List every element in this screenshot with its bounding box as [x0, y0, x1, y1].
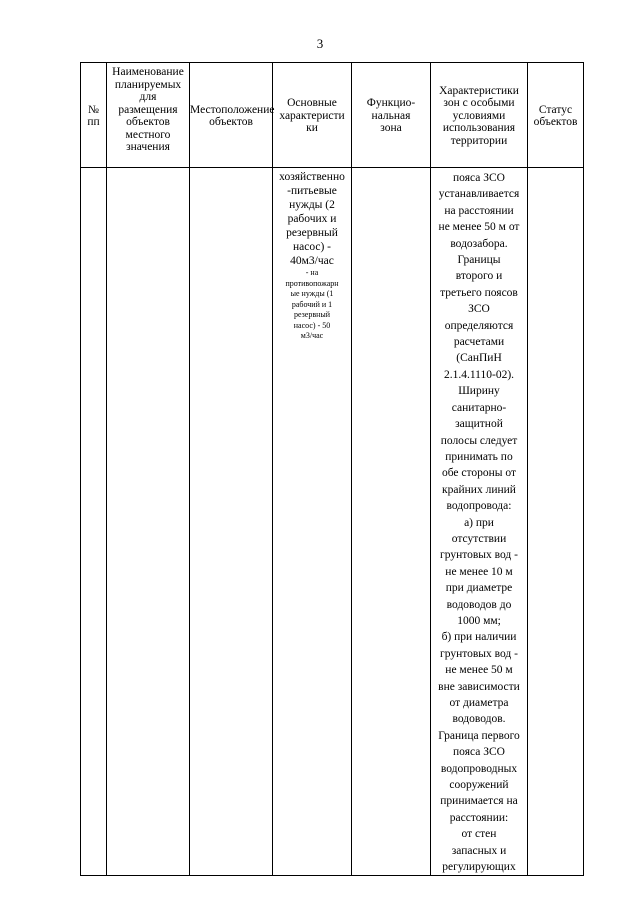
cell-status	[528, 168, 584, 876]
planned-objects-table	[80, 62, 584, 876]
cell-characteristics	[273, 168, 352, 876]
cell-number	[81, 168, 107, 876]
cell-object-name	[107, 168, 190, 876]
page-number: 3	[316, 36, 324, 51]
header-number: № пп	[81, 63, 107, 168]
table-row	[81, 168, 584, 876]
characteristics-small-text: - на противопожарн ые нужды (1 рабочий и 1 резервный насос) - 50 м3/час	[285, 268, 339, 340]
cell-functional-zone	[352, 168, 431, 876]
table-header-row	[81, 63, 584, 168]
characteristics-main-text: хозяйственно -питьевые нужды (2 рабочих и резервный насос) - 40м3/час	[279, 171, 345, 267]
header-status: Статус объектов	[528, 63, 584, 168]
header-characteristics: Основные характеристи ки	[273, 63, 352, 168]
header-location: Местоположение объектов	[190, 63, 273, 168]
header-functional-zone: Функцио- нальная зона	[352, 63, 431, 168]
cell-special-zones: пояса ЗСО устанавливается на расстоянии не менее 50 м от водозабора. Границы второго и третьего поясов ЗСО определяются расчетами (СанПиН 2.1.4.1110-02). Ширину санитарно- защитной полосы следует принимать по обе стороны от крайних линий водопровода: а) при отсутствии грунтовых вод - не менее 10 м при диаметре водоводов до 1000 мм; б) при наличии грунтовых вод - не менее 50 м вне зависимости от диаметра водоводов. Граница первого пояса ЗСО водопроводных сооружений принимается на расстоянии: от стен запасных и регулирующих	[431, 168, 528, 876]
header-object-name: Наименование планируемых для размещения объектов местного значения	[107, 63, 190, 168]
header-special-zones: Характеристики зон с особыми условиями использования территории	[431, 63, 528, 168]
cell-location	[190, 168, 273, 876]
